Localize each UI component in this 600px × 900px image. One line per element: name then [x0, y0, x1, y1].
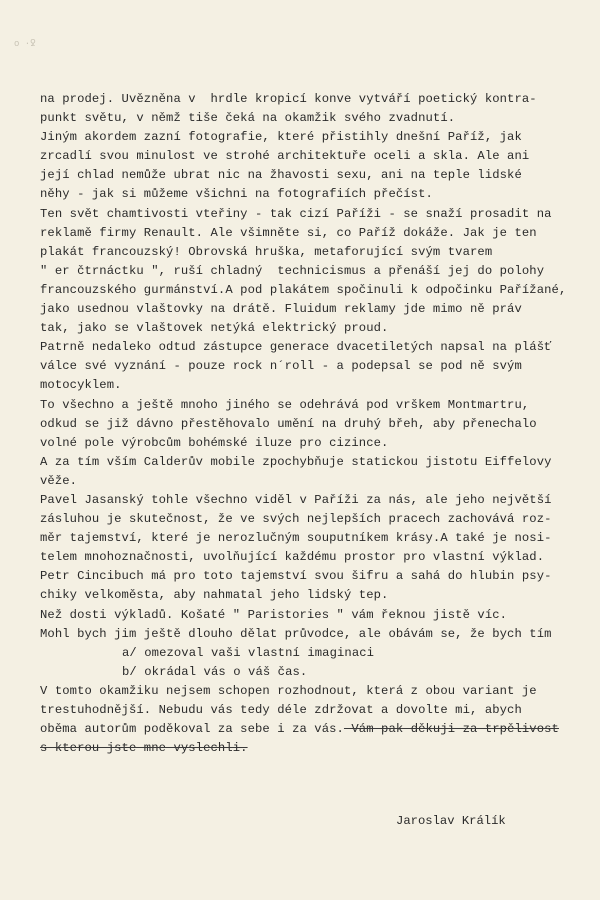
text-line: něhy - jak si můžeme všichni na fotografiích přečíst.	[40, 187, 433, 202]
text-line: plakát francouzský! Obrovská hruška, metaforující svým tvarem	[40, 244, 493, 259]
text-line: telem mnohoznačnosti, uvolňující každému prostor pro vlastní výklad.	[40, 550, 545, 565]
text-line: Petr Cincibuch má pro toto tajemství svou šifru a sahá do hlubin psy-	[40, 569, 552, 584]
text-line: Pavel Jasanský tohle všechno viděl v Paříži za nás, ale jeho největší	[40, 492, 552, 507]
text-line: její chlad nemůže ubrat nic na žhavosti sexu, ani na teple lidské	[40, 168, 522, 183]
text-line: jako usednou vlaštovky na drátě. Fluidum reklamy jde mimo ně práv	[40, 302, 522, 317]
text-line: reklamě firmy Renault. Ale všimněte si, co Paříž dokáže. Jak je ten	[40, 225, 537, 240]
text-line-list-b: b/ okrádal vás o váš čas.	[122, 664, 308, 679]
text-line: zásluhou je skutečnost, že ve svých nejlepších pracech zachovává roz-	[40, 512, 552, 527]
text-line: válce své vyznání - pouze rock n´roll - a podepsal se pod ně svým	[40, 359, 522, 374]
struck-text: Vám pak děkuji za trpělivost	[343, 722, 559, 737]
typed-text	[40, 90, 596, 758]
text-line: V tomto okamžiku nejsem schopen rozhodnout, která z obou variant je	[40, 683, 537, 698]
text-line: Mohl bych jim ještě dlouho dělat průvodce, ale obávám se, že bych tím	[40, 626, 552, 641]
text-line: odkud se již dávno přestěhovalo umění na druhý břeh, aby přenechalo	[40, 416, 537, 431]
text-line: punkt světu, v němž tiše čeká na okamžik svého zvadnutí.	[40, 111, 456, 126]
text-line-list-a: a/ omezoval vaši vlastní imaginaci	[122, 645, 375, 660]
signature: Jaroslav Králík	[396, 814, 506, 828]
text-line: motocyklem.	[40, 378, 122, 393]
text-line: měr tajemství, které je nerozlučným souputníkem krásy.A také je nosi-	[40, 531, 552, 546]
text-line: chiky velkoměsta, aby nahmatal jeho lidský tep.	[40, 588, 389, 603]
text-line: Ten svět chamtivosti vteřiny - tak cizí Paříži - se snaží prosadit na	[40, 206, 552, 221]
text-line: " er čtrnáctku ", ruší chladný technicismus a přenáší jej do polohy	[40, 263, 545, 278]
text-line-with-strike	[40, 720, 596, 739]
text-segment: oběma autorům poděkoval za sebe i za vás.	[40, 722, 344, 737]
page-mark: o ·ꝿ	[14, 39, 36, 49]
text-line-struck: s kterou jste mne vyslechli.	[40, 741, 248, 756]
text-line: trestuhodnější. Nebudu vás tedy déle zdržovat a dovolte mi, abych	[40, 703, 522, 717]
text-line: To všechno a ještě mnoho jiného se odehrává pod vrškem Montmartru,	[40, 397, 530, 412]
text-line: A za tím vším Calderův mobile zpochybňuje statickou jistotu Eiffelovy	[40, 454, 552, 469]
text-line: volné pole výrobcům bohémské iluze pro cizince.	[40, 435, 389, 450]
text-line: věže.	[40, 473, 78, 488]
text-line: zrcadlí svou minulost ve strohé architektuře oceli a skla. Ale ani	[40, 149, 530, 164]
text-line: Patrně nedaleko odtud zástupce generace dvacetiletých napsal na plášť	[40, 340, 552, 355]
text-line: tak, jako se vlaštovek netýká elektrický proud.	[40, 321, 389, 336]
text-line: Jiným akordem zazní fotografie, které přistihly dnešní Paříž, jak	[40, 130, 522, 145]
text-line: na prodej. Uvězněna v hrdle kropicí konve vytváří poetický kontra-	[40, 92, 537, 106]
text-line: Než dosti výkladů. Košaté " Paristories " vám řeknou jistě víc.	[40, 607, 508, 622]
text-line: francouzského gurmánství.A pod plakátem spočinuli k odpočinku Pařížané,	[40, 282, 567, 297]
